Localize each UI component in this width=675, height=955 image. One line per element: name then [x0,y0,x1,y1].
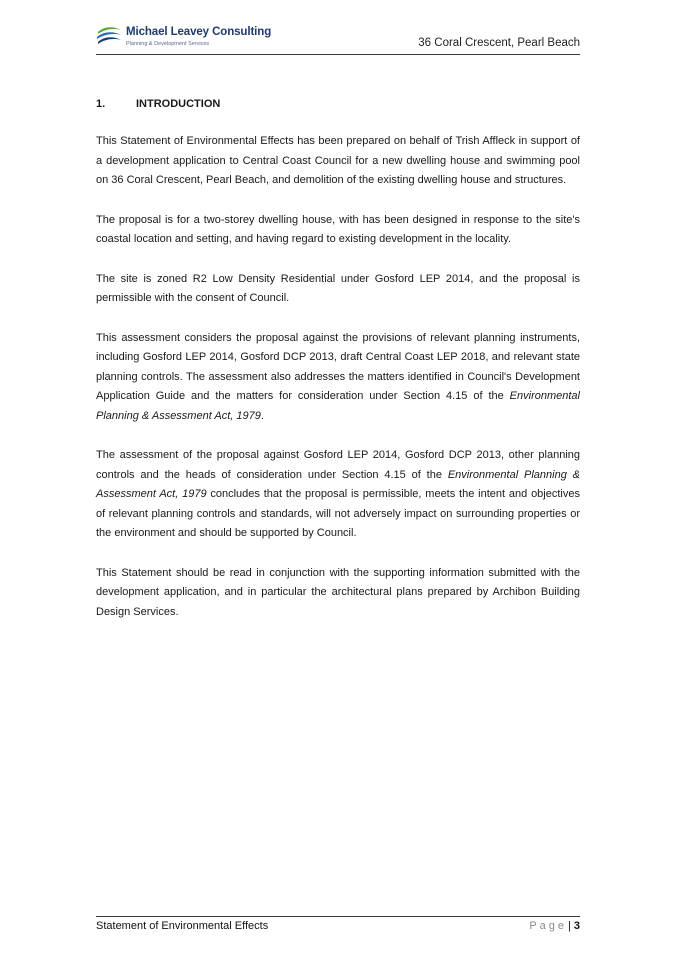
document-body [96,97,580,642]
paragraph-text: concludes that the proposal is permissible, meets the intent and objectives of relevant planning controls and standards, will not adversely impact on surrounding properties or the environment and should be supported by Council. [96,488,580,539]
section-heading [96,97,580,111]
paragraph-purpose: This Statement of Environmental Effects has been prepared on behalf of Trish Affleck in support of a development application to Central Coast Council for a new dwelling house and swimming pool on 36 Coral Crescent, Pearl Beach, and demolition of the existing dwelling house and structures. [96,135,580,186]
paragraph-conclusion [96,446,580,544]
footer-document-title: Statement of Environmental Effects [96,920,269,932]
act-citation: Environmental Planning & Assessment Act, 1979 [96,468,580,500]
paragraph-supporting-info: This Statement should be read in conjunction with the supporting information submitted with the development application, and in particular the architectural plans prepared by Archibon Building Design Services. [96,566,580,618]
page-number: 3 [573,920,580,932]
company-name: Michael Leavey Consulting [126,26,272,38]
paragraph-zoning: The site is zoned R2 Low Density Residential under Gosford LEP 2014, and the proposal is permissible with the consent of Council. [96,272,580,304]
swoosh-logo-icon [96,24,122,48]
paragraph-text: The assessment of the proposal against Gosford LEP 2014, Gosford DCP 2013, other planning controls and the heads of consideration under Section 4.15 of the [96,449,580,481]
page-separator: | [568,920,571,932]
property-address: 36 Coral Crescent, Pearl Beach [418,37,580,49]
paragraph-text: . [260,409,264,422]
act-citation: Environmental Planning & Assessment Act, 1979 [96,390,580,422]
page-header [96,20,580,55]
paragraph-proposal: The proposal is for a two-storey dwelling house, with has been designed in response to the site's coastal location and setting, and having regard to existing development in the locality. [96,213,580,245]
section-number: 1. [96,98,106,110]
section-title: INTRODUCTION [136,98,221,110]
company-logo [96,22,272,50]
paragraph-text: This assessment considers the proposal against the provisions of relevant planning instruments, including Gosford LEP 2014, Gosford DCP 2013, draft Central Coast LEP 2018, and relevant state planning controls. The assessment also addresses the matters identified in Council's Development Application Guide and the matters for consideration under Section 4.15 of the [96,331,580,402]
paragraph-assessment-scope [96,329,580,427]
company-tagline: Planning & Development Services [126,41,210,47]
page-label: Page [529,920,568,932]
page-indicator [529,920,580,932]
page-footer [96,916,580,937]
